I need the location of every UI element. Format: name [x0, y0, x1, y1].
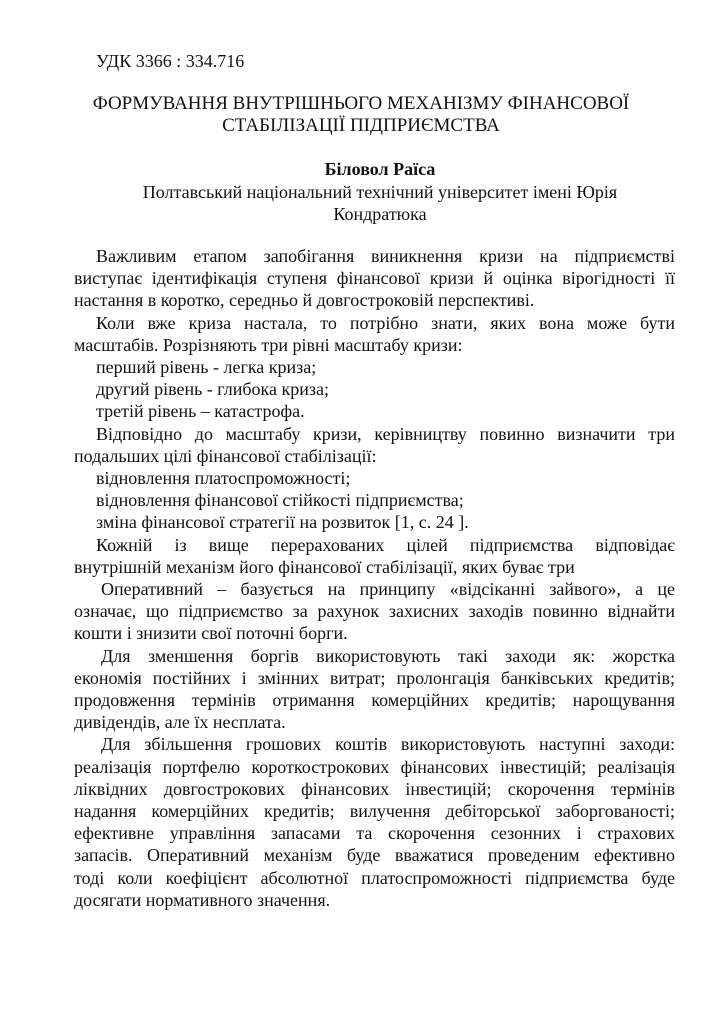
title-line-2: СТАБІЛІЗАЦІЇ ПІДПРИЄМСТВА — [222, 115, 500, 136]
body-line: Важливим етапом запобігання виникнення кризи на підприємстві — [96, 246, 675, 266]
body-line: виступає ідентифікація ступеня фінансової кризи й оцінка вірогідності її — [74, 268, 675, 289]
body-line: перший рівень - легка криза; — [96, 357, 317, 377]
body-line: означає, що підприємство за рахунок захисних заходів повинно віднайти — [74, 601, 675, 622]
affiliation-line-1: Полтавський національний технічний університет імені Юрія — [142, 182, 618, 202]
body-line: третій рівень – катастрофа. — [96, 401, 305, 422]
body-line: Для збільшення грошових коштів використовують наступні заходи: — [101, 734, 675, 755]
body-line: другий рівень - глибока криза; — [96, 379, 329, 400]
udc-code: УДК 3366 : 334.716 — [96, 51, 245, 71]
body-line: відновлення платоспроможності; — [96, 468, 351, 488]
body-line: продовження термінів отримання комерційних кредитів; нарощування — [74, 690, 675, 710]
body-line: досягати нормативного значення. — [74, 889, 331, 910]
body-line: запасів. Оперативний механізм буде вважатися проведеним ефективно — [74, 845, 675, 866]
body-line: надання комерційних кредитів; вилучення дебіторської заборгованості; — [74, 801, 675, 821]
author-name: Біловол Раїса — [324, 159, 436, 179]
body-line: економія постійних і змінних витрат; пролонгація банківських кредитів; — [74, 667, 675, 688]
body-line: Кожній із вище перерахованих цілей підприємства відповідає — [96, 534, 675, 555]
body-line: кошти і знизити свої поточні борги. — [74, 623, 348, 644]
body-line: настання в коротко, середньо й довгостроковій перспективі. — [74, 290, 535, 311]
body-line: внутрішній механізм його фінансової стабілізації, яких буває три — [74, 556, 575, 577]
body-line: ліквідних довгострокових фінансових інвестицій; скорочення термінів — [74, 778, 675, 799]
body-line: Для зменшення боргів використовують такі заходи як: жорстка — [101, 645, 675, 666]
body-line: дивідендів, але їх несплата. — [74, 712, 286, 733]
affiliation-line-2: Кондратюка — [333, 204, 427, 224]
body-line: ефективне управління запасами та скорочення сезонних і страхових — [74, 823, 675, 844]
body-line: масштабів. Розрізняють три рівні масштабу кризи: — [74, 334, 463, 355]
body-line: реалізація портфелю короткострокових фінансових інвестицій; реалізація — [74, 756, 675, 777]
body-line: Коли вже криза настала, то потрібно знати, яких вона може бути — [96, 312, 675, 333]
body-line: Відповідно до масштабу кризи, керівництву повинно визначити три — [96, 423, 675, 444]
body-line: відновлення фінансової стійкості підприємства; — [96, 490, 464, 511]
body-line: подальших цілі фінансової стабілізації: — [74, 445, 377, 466]
body-line: зміна фінансової стратегії на розвиток [1, с. 24 ]. — [96, 512, 469, 533]
body-line: тоді коли коефіцієнт абсолютної платоспроможності підприємства буде — [74, 867, 675, 888]
body-line: Оперативний – базується на принципу «відсіканні зайвого», а це — [101, 579, 675, 599]
title-line-1: ФОРМУВАННЯ ВНУТРІШНЬОГО МЕХАНІЗМУ ФІНАНСОВОЇ — [92, 93, 630, 114]
